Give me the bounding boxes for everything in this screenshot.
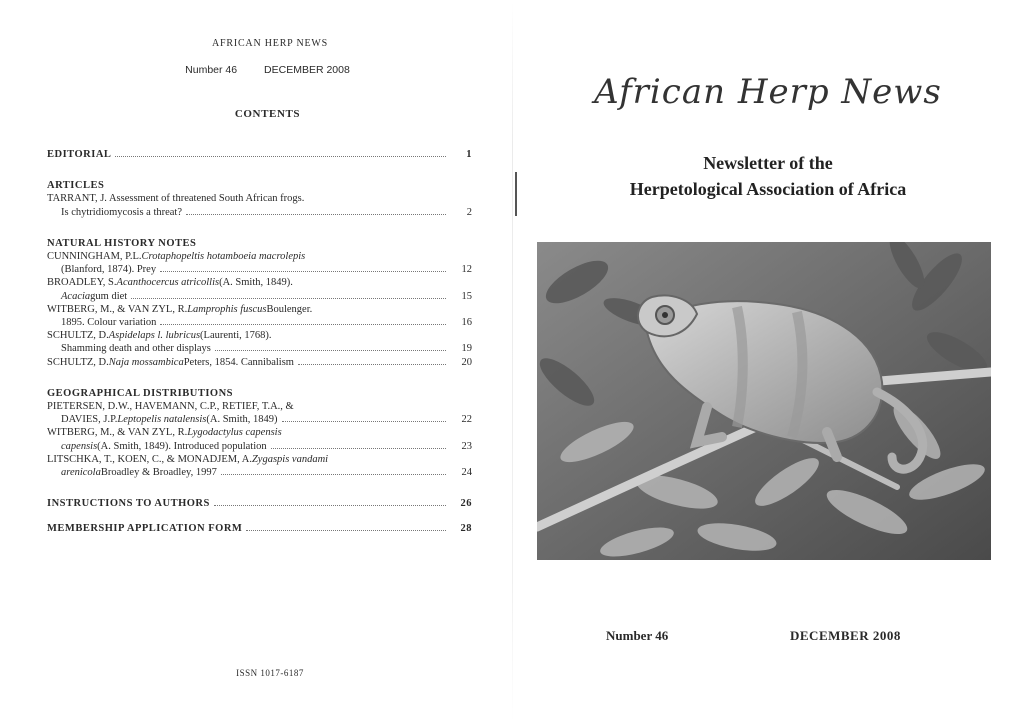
toc-page-number: 15: [461, 290, 472, 302]
cover-issue-number: Number 46: [606, 628, 669, 643]
toc-entry-text: Boulenger.: [266, 303, 313, 315]
subtitle-line-1: Newsletter of the: [703, 153, 833, 173]
toc-entry-text: Peters, 1854. Cannibalism: [183, 356, 294, 368]
dot-leader: [115, 156, 446, 157]
dot-leader: [221, 474, 446, 475]
toc-entry-line2: [47, 206, 472, 219]
toc-entry-text: CUNNINGHAM, P.L.: [47, 251, 142, 263]
issue-number: Number 46: [185, 64, 238, 76]
species-name: Crotaphopeltis hotamboeia macrolepis: [141, 251, 306, 263]
toc-entry-line2: [47, 466, 472, 479]
dot-leader: [282, 421, 446, 422]
dot-leader: [215, 350, 446, 351]
cover-issue-date: DECEMBER 2008: [790, 628, 901, 643]
cover-page: [512, 0, 1024, 724]
toc-page-number: 19: [461, 343, 472, 355]
toc-entry-line1: [47, 276, 472, 289]
toc-entry-text: Broadley & Broadley, 1997: [100, 467, 217, 479]
toc-entry-text: PIETERSEN, D.W., HAVEMANN, C.P., RETIEF, T.A., &: [47, 401, 294, 413]
toc-page-number: 2: [466, 206, 472, 218]
contents-heading: CONTENTS: [234, 108, 301, 120]
cover-photo-chameleon: [537, 242, 991, 560]
toc-entry: [47, 250, 472, 276]
chameleon-photo-illustration: [537, 242, 991, 560]
toc-entry-text: Is chytridiomycosis a threat?: [61, 206, 183, 218]
toc-entry-text: (A. Smith, 1849).: [219, 277, 293, 289]
toc-entry-text: SCHULTZ, D.: [47, 330, 109, 342]
toc-page-number: 24: [461, 467, 472, 479]
toc-page-number: 20: [461, 356, 472, 368]
toc-editorial: [47, 148, 472, 161]
toc-page-number: 1: [466, 149, 472, 160]
issn-number: ISSN 1017-6187: [236, 668, 304, 678]
toc-entry-text: (Blanford, 1874). Prey: [61, 264, 157, 276]
toc-articles-heading: ARTICLES: [47, 180, 105, 192]
toc-entry-line2: [47, 342, 472, 355]
toc-entry-text: (A. Smith, 1849). Introduced population: [97, 440, 267, 452]
toc-entry-line2: [47, 316, 472, 329]
toc-entry-text: SCHULTZ, D.: [47, 356, 109, 368]
toc-entry-line1: [47, 426, 472, 439]
toc-entry: [47, 329, 472, 355]
dot-leader: [160, 271, 446, 272]
toc-entry: [47, 356, 472, 369]
toc-page-number: 22: [461, 414, 472, 426]
toc-entry-text: (A. Smith, 1849): [206, 414, 278, 426]
toc-editorial-label: EDITORIAL: [47, 149, 112, 160]
toc-entry-line1: [47, 453, 472, 466]
toc-page-number: 16: [461, 317, 472, 329]
toc-instructions-label: INSTRUCTIONS TO AUTHORS: [47, 498, 210, 510]
dot-leader: [298, 364, 446, 365]
toc-page-number: 26: [460, 498, 472, 510]
species-name: Leptopelis natalensis: [117, 414, 207, 426]
toc-geographical-heading: GEOGRAPHICAL DISTRIBUTIONS: [47, 387, 233, 399]
toc-entry-text: Shamming death and other displays: [61, 343, 211, 355]
toc-entry-text: TARRANT, J. Assessment of threatened South African frogs.: [47, 193, 305, 205]
toc-membership: [47, 522, 472, 535]
toc-membership-label: MEMBERSHIP APPLICATION FORM: [47, 523, 243, 535]
header-title: AFRICAN HERP NEWS: [211, 38, 329, 49]
toc-entry: [47, 426, 472, 452]
toc-natural-history-heading: NATURAL HISTORY NOTES: [47, 237, 197, 249]
toc-page-number: 23: [461, 440, 472, 452]
dot-leader: [214, 505, 446, 506]
masthead-logo: African Herp News: [594, 72, 942, 112]
species-name: capensis: [61, 440, 98, 452]
species-name: Lamprophis fuscus: [187, 303, 267, 315]
toc-entry-text: (Laurenti, 1768).: [200, 330, 272, 342]
toc-entry: [47, 276, 472, 302]
toc-page-number: 12: [461, 264, 472, 276]
toc-entry-line1: [47, 329, 472, 342]
toc-entry-text: WITBERG, M., & VAN ZYL, R.: [47, 303, 188, 315]
species-name: Acacia: [61, 290, 91, 302]
toc-entry-line1: [47, 192, 472, 205]
toc-instructions: [47, 497, 472, 510]
toc-entry-line2: [47, 263, 472, 276]
species-name: arenicola: [61, 467, 101, 479]
toc-page-number: 28: [460, 523, 472, 535]
toc-entry: [47, 192, 472, 218]
dot-leader: [160, 324, 446, 325]
toc-entry-line2: [47, 290, 472, 303]
toc-entry-text: LITSCHKA, T., KOEN, C., & MONADJEM, A.: [47, 453, 252, 465]
toc-entry-line1: [47, 356, 472, 369]
toc-entry-line1: [47, 250, 472, 263]
toc-entry-text: 1895. Colour variation: [61, 317, 157, 329]
toc-entry-line2: [47, 413, 472, 426]
dot-leader: [271, 448, 446, 449]
issue-line: [0, 64, 535, 76]
species-name: Acanthocercus atricollis: [116, 277, 220, 289]
subtitle-line-2: Herpetological Association of Africa: [629, 179, 907, 199]
toc-entry: [47, 400, 472, 426]
dot-leader: [131, 298, 446, 299]
toc-entry-text: WITBERG, M., & VAN ZYL, R.: [47, 427, 188, 439]
toc-entry-line1: [47, 303, 472, 316]
toc-entry-text: DAVIES, J.P.: [61, 414, 118, 426]
toc-entry-text: gum diet: [90, 290, 128, 302]
dot-leader: [186, 214, 446, 215]
species-name: Lygodactylus capensis: [187, 427, 282, 439]
toc-entry-line1: [47, 400, 472, 413]
toc-entry: [47, 453, 472, 479]
dot-leader: [246, 530, 446, 531]
table-of-contents: [47, 148, 472, 536]
species-name: Aspidelaps l. lubricus: [108, 330, 201, 342]
cover-subtitle: [512, 150, 1024, 202]
toc-entry-line2: [47, 440, 472, 453]
issue-date: DECEMBER 2008: [264, 64, 350, 76]
toc-entry-text: BROADLEY, S.: [47, 277, 117, 289]
species-name: Zygaspis vandami: [251, 453, 329, 465]
toc-entry: [47, 303, 472, 329]
species-name: Naja mossambica: [108, 356, 184, 368]
